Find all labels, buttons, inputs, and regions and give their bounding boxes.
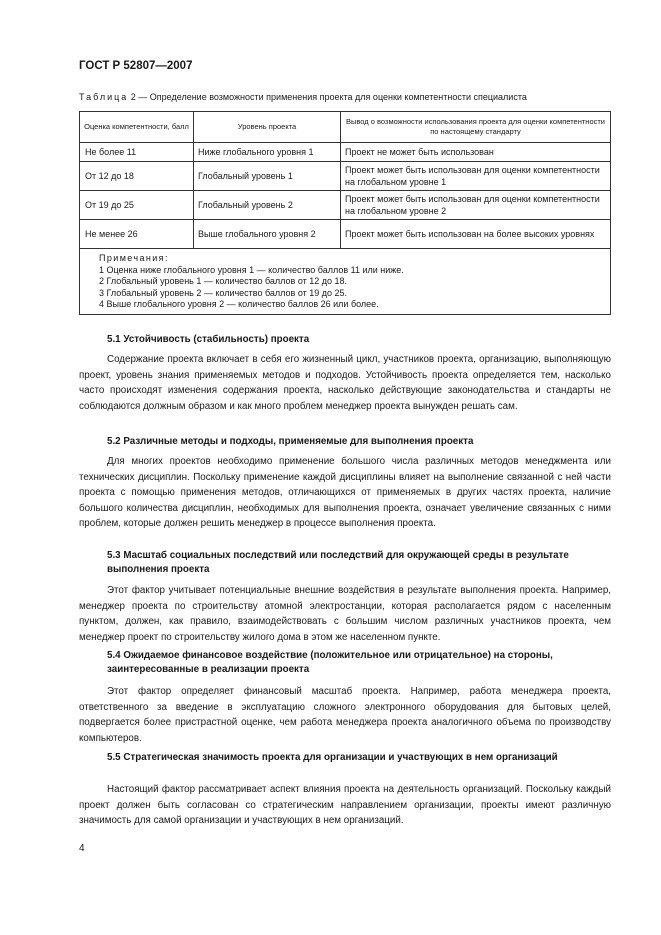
document-code: ГОСТ Р 52807—2007: [79, 60, 193, 72]
section-text-5-3: Этот фактор учитывает потенциальные внешние воздействия в результате выполнения проекта. Например, менеджер проекта по строительству атомной электростанции, которая располагается рядом с населенным пунктом, должен, как правило, взаимодействовать с большим числом различных участников проекта, чем менеджер проект по строительству жилого дома в этом же населенном пункте.: [79, 585, 611, 643]
table-cell: Не менее 26: [80, 220, 194, 249]
notes-title: Примечания:: [99, 253, 169, 263]
column-header: Уровень проекта: [194, 112, 341, 143]
table-cell: Глобальный уровень 1: [194, 162, 341, 191]
section-heading-5-3: 5.3 Масштаб социальных последствий или последствий для окружающей среды в результате выполнения проекта: [107, 550, 569, 575]
column-header: Оценка компетентности, балл: [80, 112, 194, 143]
section-heading-5-5: 5.5 Стратегическая значимость проекта для организации и участвующих в нем организаций: [107, 752, 558, 763]
note-item: 4 Выше глобального уровня 2 — количество баллов 26 или более.: [99, 299, 379, 309]
table-notes: [80, 249, 611, 315]
table-cell: От 19 до 25: [80, 191, 194, 220]
section-text-5-1: Содержание проекта включает в себя его жизненный цикл, участников проекта, организацию, выполняющую проект, уровень знания применяемых методов и подходов. Устойчивость проекта определяется тем, насколько часто происходят изменения содержания проекта, насколько действующие законодательства и стандарты не соблюдаются должным образом и как много проблем менеджер проекта вынужден решать сам.: [79, 354, 611, 412]
table-header-row: [80, 112, 611, 143]
table-caption-text: 2 — Определение возможности применения проекта для оценки компетентности специалиста: [128, 92, 527, 102]
table-cell: Выше глобального уровня 2: [194, 220, 341, 249]
table-cell: Проект может быть использован на более высоких уровнях: [341, 220, 611, 249]
table-row: [80, 162, 611, 191]
table-row: [80, 220, 611, 249]
note-item: 3 Глобальный уровень 2 — количество баллов от 19 до 25.: [99, 287, 348, 298]
competence-table: [79, 111, 611, 315]
section-heading-5-2: 5.2 Различные методы и подходы, применяемые для выполнения проекта: [107, 436, 474, 447]
table-row: [80, 143, 611, 162]
note-item: 2 Глобальный уровень 1 — количество баллов от 12 до 18.: [99, 276, 348, 286]
section-text-5-4: Этот фактор определяет финансовый масштаб проекта. Например, работа менеджера проекта, ответственного за введение в эксплуатацию сложного электронного оборудования для бытовых целей, подвергается более пристрастной оценке, чем работа менеджера проекта аналогичного объема по производству компьютеров.: [79, 686, 611, 744]
table-cell: Ниже глобального уровня 1: [194, 143, 341, 162]
table-notes-row: [80, 249, 611, 315]
table-row: [80, 191, 611, 220]
section-heading-5-4: 5.4 Ожидаемое финансовое воздействие (положительное или отрицательное) на стороны, заинтересованные в реализации проекта: [107, 650, 553, 675]
table-caption-label: Таблица: [79, 92, 129, 102]
table-cell: Не более 11: [80, 143, 194, 162]
table-cell: Проект может быть использован для оценки компетентности на глобальном уровне 1: [341, 162, 611, 191]
column-header: Вывод о возможности использования проекта для оценки компетентности по настоящему стандарту: [341, 112, 611, 143]
table-caption: [79, 92, 527, 102]
table-cell: Проект не может быть использован: [341, 143, 611, 162]
note-item: 1 Оценка ниже глобального уровня 1 — количество баллов 11 или ниже.: [99, 264, 404, 275]
table-cell: Глобальный уровень 2: [194, 191, 341, 220]
section-text-5-5: Настоящий фактор рассматривает аспект влияния проекта на деятельность организаций. Поскольку каждый проект должен быть согласован со стратегическим направлением организации, проекты имеют различную значимость для самой организации и участвующих в нем организаций.: [79, 784, 611, 826]
table-cell: Проект может быть использован для оценки компетентности на глобальном уровне 2: [341, 191, 611, 220]
section-heading-5-1: 5.1 Устойчивость (стабильность) проекта: [107, 334, 310, 345]
page-number: 4: [79, 843, 85, 854]
section-text-5-2: Для многих проектов необходимо применение большого числа различных методов менеджмента или технических дисциплин. Поскольку применение каждой дисциплины влияет на выполнение связанной с ней части проекта с помощью применения методов, отличающихся от применяемых в других частях проекта, наличие большого количества дисциплин, необходимых для выполнения проекта, означает увеличение связанных с ними проблем, которые должен решить менеджер в процессе выполнения проекта.: [79, 456, 611, 529]
table-cell: От 12 до 18: [80, 162, 194, 191]
